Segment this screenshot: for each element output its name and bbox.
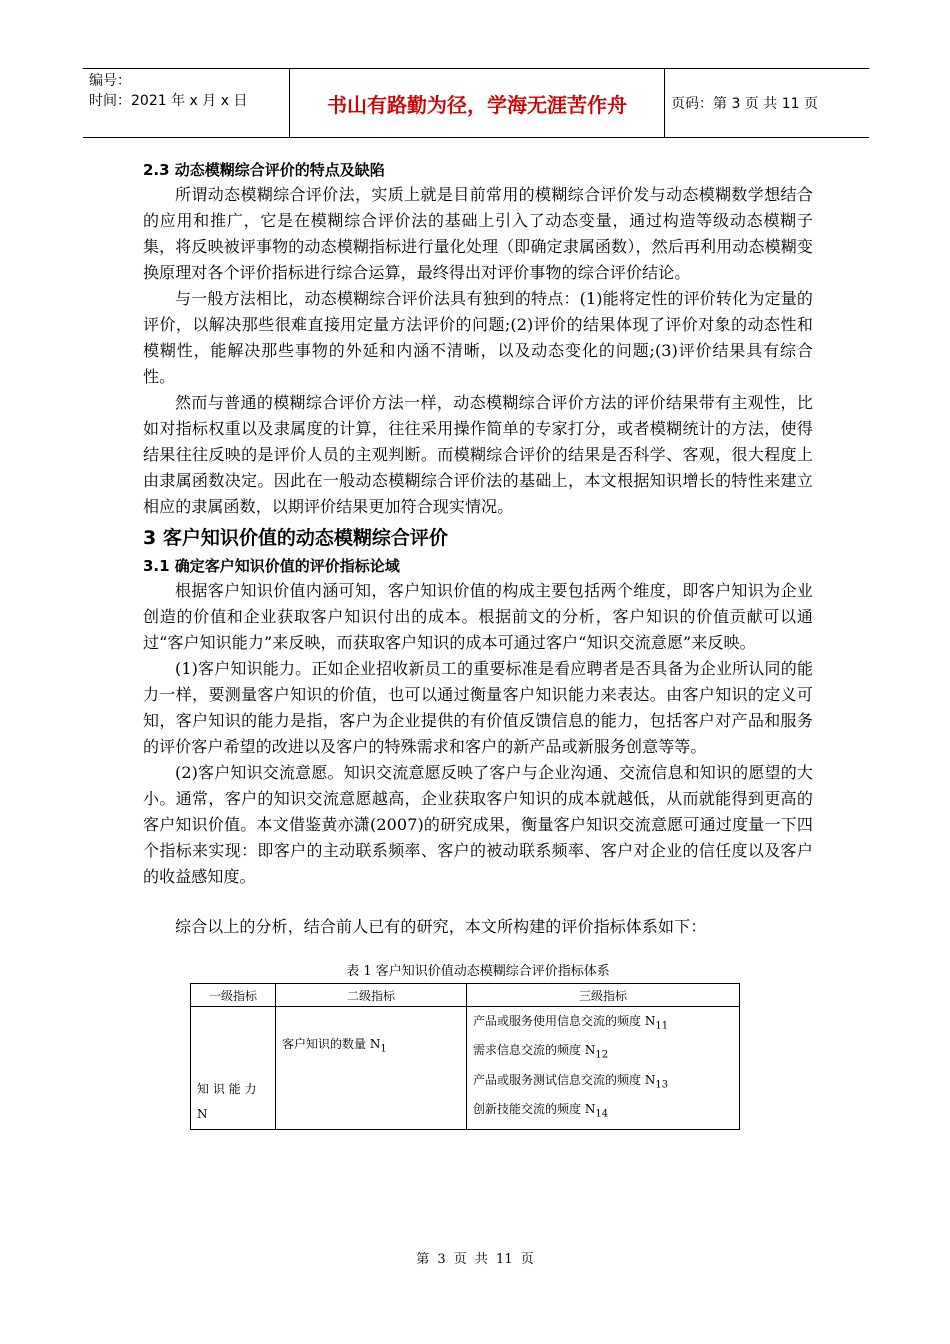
section-3-heading: 3 客户知识价值的动态模糊综合评价 xyxy=(143,527,448,549)
section-3-1-heading: 3.1 确定客户知识价值的评价指标论域 xyxy=(143,557,400,575)
header-meta xyxy=(83,69,290,137)
document-body xyxy=(143,158,813,1130)
paragraph: (1)客户知识能力。正如企业招收新员工的重要标准是看应聘者是否具备为企业所认同的能力一样，要测量客户知识的价值，也可以通过衡量客户知识能力来表达。由客户知识的定义可知，客户知识的能力是指，客户为企业提供的有价值反馈信息的能力，包括客户对产品和服务的评价客户希望的改进以及客户的特殊需求和客户的新产品或新服务创意等等。 xyxy=(143,659,813,756)
paragraph: (2)客户知识交流意愿。知识交流意愿反映了客户与企业沟通、交流信息和知识的愿望的大小。通常，客户的知识交流意愿越高，企业获取客户知识的成本就越低，从而就能得到更高的客户知识价值。本文借鉴黄亦潇(2007)的研究成果，衡量客户知识交流意愿可通过度量一下四个指标来实现：即客户的主动联系频率、客户的被动联系频率、客户对企业的信任度以及客户的收益感知度。 xyxy=(143,763,813,886)
level1-text: 知 识 能 力 N xyxy=(197,1081,257,1121)
spacer xyxy=(143,890,813,914)
paragraph: 与一般方法相比，动态模糊综合评价法具有独到的特点：(1)能将定性的评价转化为定量的评价，以解决那些很难直接用定量方法评价的问题;(2)评价的结果体现了评价对象的动态性和模糊性，能解决那些事物的外延和内涵不清晰，以及动态变化的问题;(3)评价结果具有综合性。 xyxy=(143,289,813,386)
page-footer: 第 3 页 共 11 页 xyxy=(416,1252,534,1267)
header-page-label: 页码：第 3 页 共 11 页 xyxy=(671,96,818,112)
level3-cell xyxy=(467,1007,740,1130)
level3-item: 产品或服务测试信息交流的频度 $N_{13}$ xyxy=(473,1072,669,1091)
level2-text: 客户知识的数量 N xyxy=(282,1037,381,1051)
level1-cell xyxy=(191,1007,276,1130)
header-time: 时间：2021 年 x 月 x 日 xyxy=(89,93,248,109)
level2-subscript: 1 xyxy=(380,1043,387,1055)
page-header xyxy=(83,68,869,138)
paragraph: 然而与普通的模糊综合评价方法一样，动态模糊综合评价方法的评价结果带有主观性，比如对指标权重以及隶属度的计算，往往采用操作简单的专家打分，或者模糊统计的方法，使得结果往往反映的是评价人员的主观判断。而模糊综合评价的结果是否科学、客观，很大程度上由隶属函数决定。因此在一般动态模糊综合评价法的基础上，本文根据知识增长的特性来建立相应的隶属函数，以期评价结果更加符合现实情况。 xyxy=(143,393,813,516)
level3-item: 需求信息交流的频度 $N_{12}$ xyxy=(473,1043,609,1061)
table-caption: 表 1 客户知识价值动态模糊综合评价指标体系 xyxy=(346,964,610,979)
level3-item: 创新技能交流的频度 $N_{14}$ xyxy=(473,1102,609,1120)
table-header-cell: 二级指标 xyxy=(276,984,467,1007)
paragraph: 根据客户知识价值内涵可知，客户知识价值的构成主要包括两个维度，即客户知识为企业创造的价值和企业获取客户知识付出的成本。根据前文的分析，客户知识的价值贡献可以通过“客户知识能力”来反映，而获取客户知识的成本可通过客户“知识交流意愿”来反映。 xyxy=(143,581,813,652)
level2-cell xyxy=(276,1007,467,1130)
header-motto: 书山有路勤为径，学海无涯苦作舟 xyxy=(290,69,665,137)
table-header-cell: 一级指标 xyxy=(191,984,276,1007)
header-number: 编号： xyxy=(89,73,131,89)
table-header-row xyxy=(191,984,740,1007)
section-2-3-heading: 2.3 动态模糊综合评价的特点及缺陷 xyxy=(143,161,385,179)
indicator-table xyxy=(190,983,740,1130)
table-header-cell: 三级指标 xyxy=(467,984,740,1007)
level3-item: 产品或服务使用信息交流的频度 $N_{11}$ xyxy=(473,1014,669,1032)
paragraph: 所谓动态模糊综合评价法，实质上就是目前常用的模糊综合评价发与动态模糊数学想结合的应用和推广，它是在模糊综合评价法的基础上引入了动态变量，通过构造等级动态模糊子集，将反映被评事物的动态模糊指标进行量化处理（即确定隶属函数），然后再利用动态模糊变换原理对各个评价指标进行综合运算，最终得出对评价事物的综合评价结论。 xyxy=(143,185,813,282)
table-row xyxy=(191,1007,740,1130)
paragraph: 综合以上的分析，结合前人已有的研究，本文所构建的评价指标体系如下： xyxy=(175,917,707,936)
